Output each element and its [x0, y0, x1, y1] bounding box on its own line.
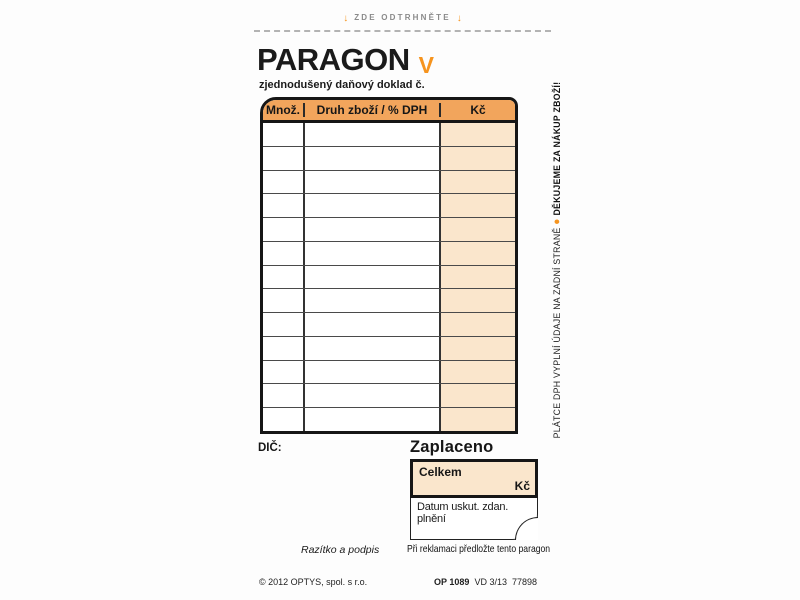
- date-box: [410, 498, 538, 540]
- quantity-cell: [263, 361, 303, 384]
- price-cell: [439, 218, 515, 241]
- tear-arrow-icon: ↓: [343, 13, 349, 24]
- copyright: © 2012 OPTYS, spol. s r.o.: [259, 577, 368, 587]
- goods-cell: [303, 123, 439, 146]
- side-note: [551, 82, 563, 439]
- separator-dot-icon: ●: [551, 218, 563, 225]
- goods-cell: [303, 194, 439, 217]
- claim-note: Při reklamaci předložte tento paragon: [407, 543, 551, 555]
- goods-cell: [303, 171, 439, 194]
- goods-cell: [303, 337, 439, 360]
- currency-label: Kč: [514, 479, 530, 493]
- print-codes: [434, 577, 537, 587]
- form-subtitle: zjednodušený daňový doklad č.: [259, 79, 425, 91]
- price-cell: [439, 337, 515, 360]
- total-box: [410, 459, 538, 498]
- quantity-cell: [263, 242, 303, 265]
- table-row: [263, 288, 515, 312]
- goods-cell: [303, 289, 439, 312]
- total-label: Celkem: [419, 465, 462, 479]
- goods-cell: [303, 313, 439, 336]
- print-code-primary: OP 1089: [434, 577, 470, 587]
- price-cell: [439, 289, 515, 312]
- table-row: [263, 123, 515, 146]
- goods-cell: [303, 147, 439, 170]
- table-row: [263, 383, 515, 407]
- side-note-regular: PLÁTCE DPH VYPLNÍ ÚDAJE NA ZADNÍ STRANĚ: [552, 227, 563, 439]
- goods-cell: [303, 218, 439, 241]
- quantity-cell: [263, 123, 303, 146]
- perforation-line: [254, 30, 551, 32]
- form-title: [257, 42, 434, 78]
- price-cell: [439, 266, 515, 289]
- quantity-cell: [263, 408, 303, 431]
- side-note-bold: DĚKUJEME ZA NÁKUP ZBOŽÍ!: [552, 81, 563, 216]
- print-code-secondary: VD 3/13 77898: [474, 577, 537, 587]
- items-table-header: [263, 100, 515, 123]
- column-header-price: Kč: [439, 103, 515, 117]
- price-cell: [439, 123, 515, 146]
- quantity-cell: [263, 218, 303, 241]
- table-row: [263, 241, 515, 265]
- dic-label: DIČ:: [258, 442, 282, 454]
- price-cell: [439, 313, 515, 336]
- table-row: [263, 170, 515, 194]
- quantity-cell: [263, 147, 303, 170]
- table-body: [263, 123, 515, 431]
- tear-strip: [254, 13, 551, 24]
- price-cell: [439, 361, 515, 384]
- column-header-goods: Druh zboží / % DPH: [303, 103, 439, 117]
- table-row: [263, 360, 515, 384]
- quantity-cell: [263, 313, 303, 336]
- quantity-cell: [263, 384, 303, 407]
- copy-letter: V: [418, 52, 434, 78]
- paid-heading: Zaplaceno: [410, 438, 494, 456]
- price-cell: [439, 194, 515, 217]
- tear-arrow-icon: ↓: [456, 13, 462, 24]
- table-row: [263, 265, 515, 289]
- stamp-signature-label: Razítko a podpis: [301, 544, 380, 556]
- goods-cell: [303, 242, 439, 265]
- goods-cell: [303, 266, 439, 289]
- quantity-cell: [263, 194, 303, 217]
- items-table: [260, 97, 518, 434]
- price-cell: [439, 384, 515, 407]
- price-cell: [439, 147, 515, 170]
- column-header-quantity: Množ.: [266, 103, 300, 117]
- table-row: [263, 336, 515, 360]
- quantity-cell: [263, 337, 303, 360]
- goods-cell: [303, 408, 439, 431]
- quantity-cell: [263, 266, 303, 289]
- date-label: Datum uskut. zdan. plnění: [417, 501, 509, 525]
- price-cell: [439, 408, 515, 431]
- quantity-cell: [263, 289, 303, 312]
- table-row: [263, 312, 515, 336]
- quantity-cell: [263, 171, 303, 194]
- table-row: [263, 217, 515, 241]
- goods-cell: [303, 361, 439, 384]
- price-cell: [439, 242, 515, 265]
- tear-strip-label: ZDE ODTRHNĚTE: [354, 13, 451, 22]
- table-row: [263, 407, 515, 431]
- table-row: [263, 193, 515, 217]
- form-title-text: PARAGON: [257, 42, 410, 77]
- price-cell: [439, 171, 515, 194]
- table-row: [263, 146, 515, 170]
- goods-cell: [303, 384, 439, 407]
